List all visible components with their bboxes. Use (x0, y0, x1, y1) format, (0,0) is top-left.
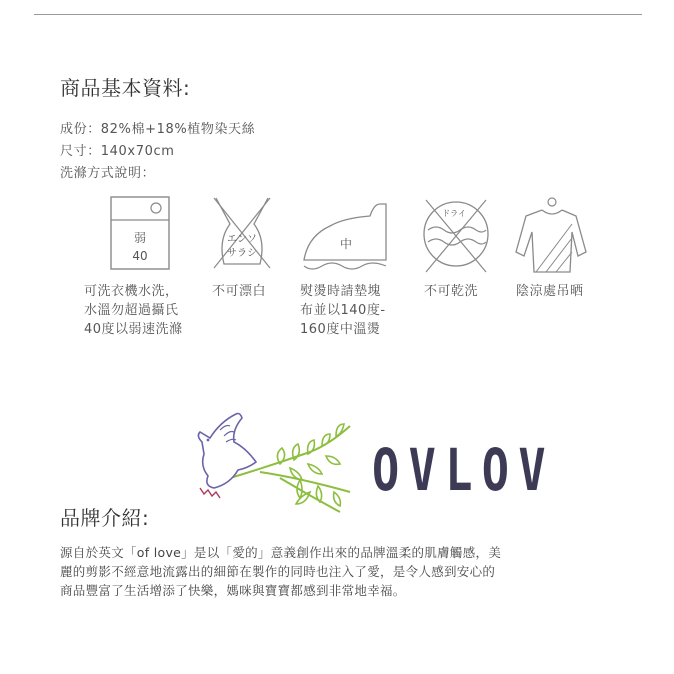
hang-dry-label: 陰涼處吊晒 (516, 284, 584, 299)
iron-icon (300, 196, 390, 276)
brand-description (60, 543, 620, 600)
no-bleach-icon (208, 196, 276, 276)
care-heading: 洗滌方式說明： (60, 166, 156, 181)
wash-icon-text-1: 弱 (133, 231, 147, 245)
bleach-icon-text-2: サラシ (227, 248, 257, 259)
machine-wash-icon (110, 196, 172, 276)
bleach-icon-text-1: エンソ (227, 234, 257, 245)
brand-logo-text: OVLOV (372, 436, 555, 504)
basic-info-title: 商品基本資料: (60, 76, 191, 100)
wash-icon-text-2: 40 (132, 249, 148, 263)
wash-label: 可洗衣機水洗， 水溫勿超過攝氏 40度以弱速洗滌 (84, 284, 183, 337)
top-divider (34, 14, 642, 15)
description-line: 麗的剪影不經意地流露出的細節在製作的同時也注入了愛，是令人感到安心的 (60, 564, 496, 579)
dry-icon-text: ドライ (442, 209, 466, 218)
size-text: 尺寸：140x70cm (60, 144, 175, 159)
iron-icon-text: 中 (339, 237, 353, 251)
dry-clean-label: 不可乾洗 (424, 284, 479, 299)
composition-text: 成份：82%棉+18%植物染天絲 (60, 122, 256, 137)
iron-label: 熨燙時請墊塊 布並以140度- 160度中溫燙 (300, 284, 386, 337)
hang-dry-icon (512, 196, 590, 280)
description-line: 商品豐富了生活增添了快樂，媽咪與寶寶都感到非常地幸福。 (60, 583, 406, 598)
bleach-label: 不可漂白 (212, 284, 267, 299)
description-line: 源自於英文「of love」是以「愛的」意義創作出來的品牌溫柔的肌膚觸感，美 (60, 545, 502, 560)
brand-logo-bird-icon (190, 408, 370, 522)
brand-title: 品牌介紹: (60, 506, 150, 530)
no-dry-clean-icon (418, 196, 494, 280)
